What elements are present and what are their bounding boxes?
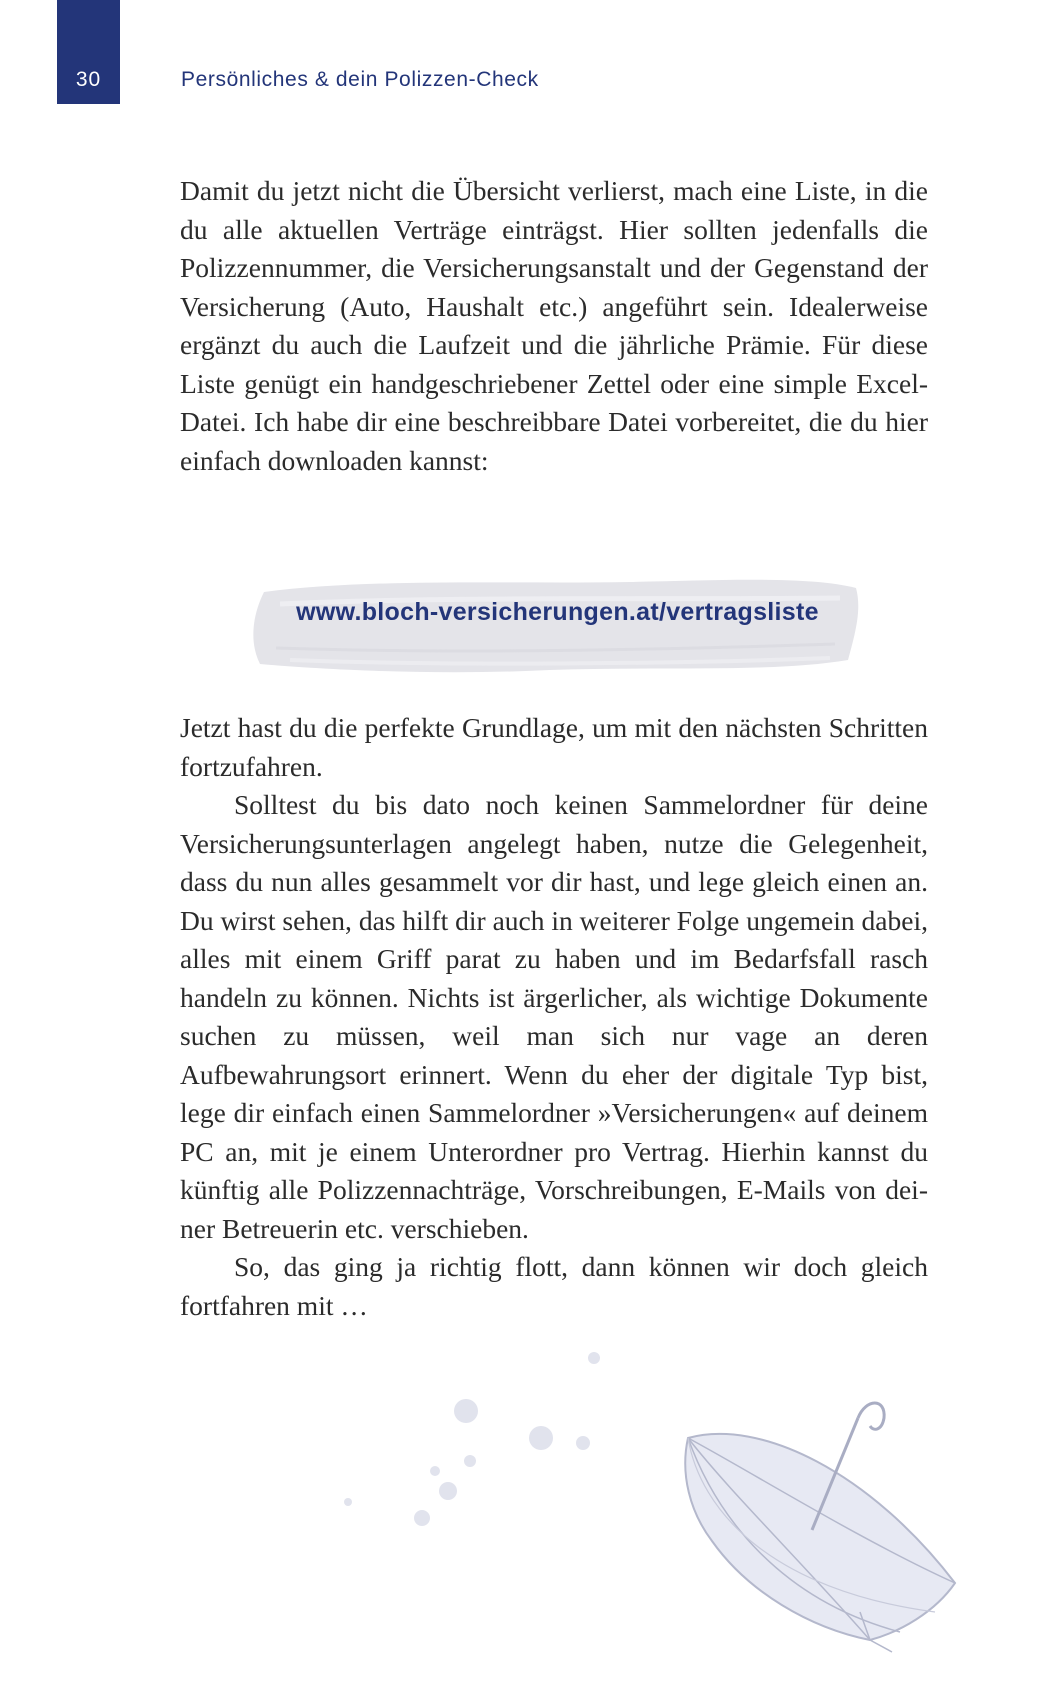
paragraph-text: Damit du jetzt nicht die Übersicht verlierst, mach eine Liste, in die du alle aktuellen Verträge einträgst. Hier sollten jedenfalls die Polizzennummer, die Versicherungsanstalt und der Gegenstand der Versicherung (Auto, Haushalt etc.) angeführt sein. Idealerweise ergänzt du auch die Laufzeit und die jährliche Prämie. Für diese Liste genügt ein handgeschriebener Zettel oder eine simple Excel-Datei. Ich habe dir eine beschreibbare Datei vorbereitet, die du hier einfach downloaden kannst: — [180, 175, 928, 476]
raindrop — [414, 1510, 430, 1526]
running-header: Persönliches & dein Polizzen-Check — [181, 68, 539, 91]
paragraph-intro — [180, 172, 928, 480]
brush-stroke-background — [250, 574, 865, 680]
raindrop — [576, 1436, 590, 1450]
paragraph-text: So, das ging ja richtig flott, dann können wir doch gleich fortfahren mit … — [180, 1251, 928, 1321]
raindrop — [529, 1426, 553, 1450]
umbrella-with-raindrops-icon — [340, 1340, 960, 1680]
raindrop — [344, 1498, 352, 1506]
raindrop — [439, 1482, 457, 1500]
raindrop — [454, 1399, 478, 1423]
paragraph-main — [180, 709, 928, 1325]
raindrop — [464, 1455, 476, 1467]
umbrella — [685, 1403, 955, 1652]
paragraph-text: Solltest du bis dato noch keinen Sammelordner für deine Versicherungsunterlagen angelegt haben, nutze die Gelegenheit, dass du nun alles gesammelt vor dir hast, und lege gleich einen an. Du wirst sehen, das hilft dir auch in weiterer Folge ungemein dabei, alles mit einem Griff parat zu haben und im Bedarfsfall rasch handeln zu können. Nichts ist ärgerlicher, als wichtige Dokumente suchen zu müssen, weil man sich nur vage an deren Aufbewahrungsort erinnert. Wenn du eher der digitale Typ bist, lege dir einfach einen Sammelordner »Versicherungen« auf deinem PC an, mit je einem Unterordner pro Vertrag. Hierhin kannst du künftig alle Polizzennachträge, Vorschreibungen, E-Mails von deiner Betreuerin etc. verschieben. — [180, 789, 928, 1244]
page-number-box — [57, 0, 120, 104]
raindrop — [588, 1352, 600, 1364]
raindrop — [430, 1466, 440, 1476]
paragraph-text: Jetzt hast du die perfekte Grundlage, um mit den nächsten Schritten fortzufahren. — [180, 712, 928, 782]
download-link[interactable]: www.bloch-versicherungen.at/vertragsliste — [296, 598, 819, 626]
page-number: 30 — [75, 68, 102, 91]
